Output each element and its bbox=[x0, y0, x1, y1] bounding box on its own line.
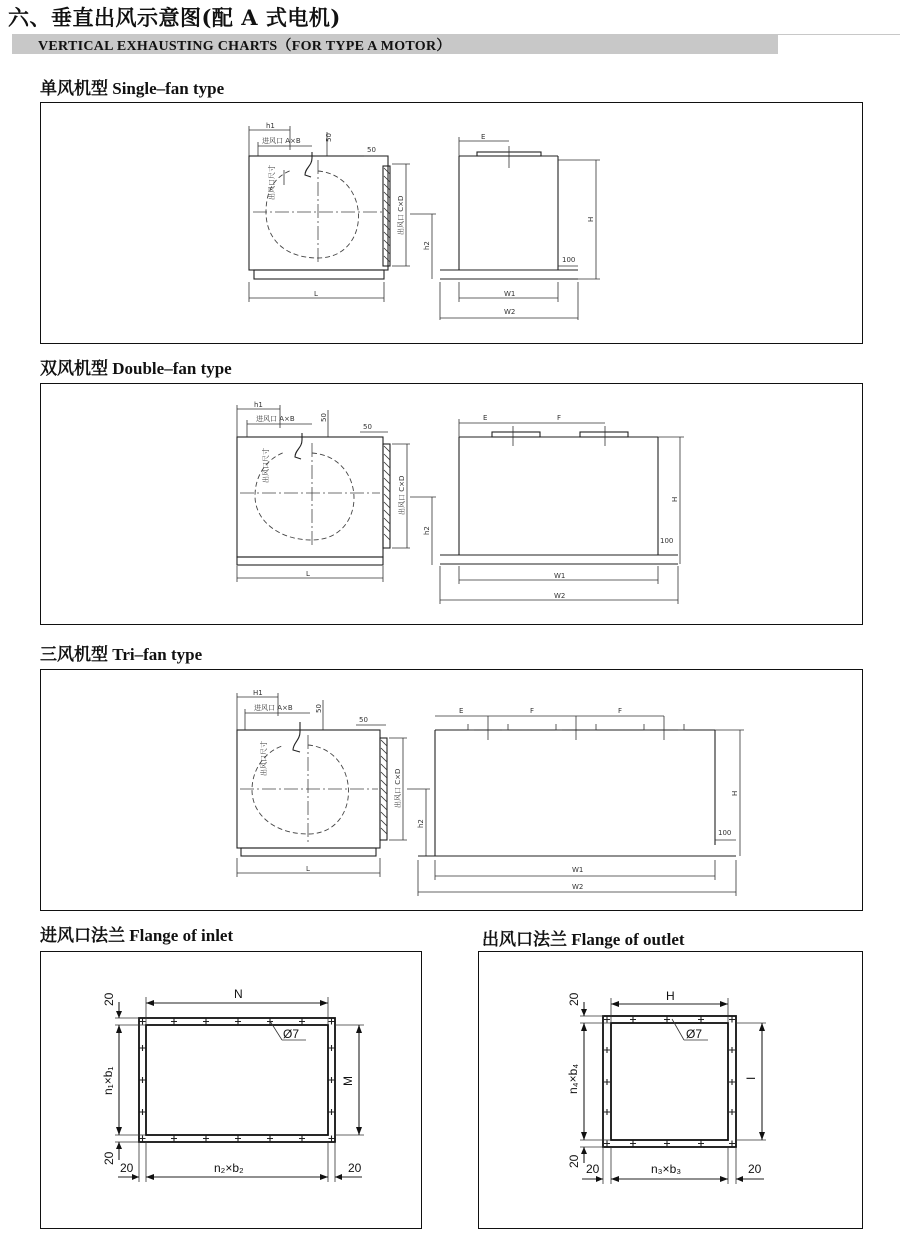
double-fan-title: 双风机型 Double–fan type bbox=[40, 359, 232, 378]
inlet-flange-outer bbox=[139, 1018, 335, 1142]
single-scroll bbox=[266, 170, 359, 258]
double-side-base bbox=[237, 557, 383, 565]
tri-50v-label: 50 bbox=[315, 704, 323, 713]
tri-F2-label: F bbox=[618, 707, 623, 715]
outlet-hole-label: Ø7 bbox=[686, 1027, 703, 1041]
double-L-label: L bbox=[306, 570, 310, 578]
outlet-width-label: H bbox=[666, 989, 675, 1003]
inlet-bottom-margin-label: 20 bbox=[102, 1151, 116, 1165]
single-outlet-label: 出风口 C×D bbox=[397, 195, 405, 235]
inlet-hole-label: Ø7 bbox=[283, 1027, 300, 1041]
outlet-bottom-margin-label: 20 bbox=[567, 1154, 581, 1168]
banner-text: VERTICAL EXHAUSTING CHARTS（FOR TYPE A MOTOR） bbox=[38, 39, 451, 54]
double-50h-label: 50 bbox=[363, 423, 372, 431]
double-H-label: H bbox=[671, 496, 679, 502]
double-W1-label: W1 bbox=[554, 572, 566, 580]
outlet-flange-drawing bbox=[566, 989, 766, 1184]
double-F-label: F bbox=[557, 414, 562, 422]
outlet-flange-outer bbox=[603, 1016, 736, 1147]
single-outlet-side-label: 出风口尺寸 bbox=[268, 165, 276, 200]
double-outlet-side-label: 出风口尺寸 bbox=[262, 448, 270, 483]
double-outlet-label: 出风口 C×D bbox=[398, 475, 406, 515]
single-100-label: 100 bbox=[562, 256, 576, 264]
double-inlet-label: 进风口 A×B bbox=[256, 415, 295, 423]
single-H-label: H bbox=[587, 216, 595, 222]
tri-h1-label: H1 bbox=[253, 689, 263, 697]
single-E-label: E bbox=[481, 133, 486, 141]
tri-H-label: H bbox=[731, 790, 739, 796]
outlet-flange-title: 出风口法兰 Flange of outlet bbox=[482, 930, 685, 949]
single-50h-label: 50 bbox=[367, 146, 376, 154]
tri-100-label: 100 bbox=[718, 829, 732, 837]
tri-outlet-label: 出风口 C×D bbox=[394, 768, 402, 808]
outlet-side-pitch-label: n₄×b₄ bbox=[566, 1063, 580, 1094]
tri-L-label: L bbox=[306, 865, 310, 873]
tri-outlet-hatch bbox=[381, 740, 387, 834]
single-W1-label: W1 bbox=[504, 290, 516, 298]
tri-W1-label: W1 bbox=[572, 866, 584, 874]
inlet-right-margin-label: 20 bbox=[348, 1161, 362, 1175]
single-50v-label: 50 bbox=[325, 133, 333, 142]
double-h1-label: h1 bbox=[254, 401, 263, 409]
single-h1-label: h1 bbox=[266, 122, 275, 130]
single-W2-label: W2 bbox=[504, 308, 516, 316]
inlet-flange-drawing bbox=[101, 987, 364, 1182]
inlet-top-margin-label: 20 bbox=[102, 992, 116, 1006]
single-outlet-hatch bbox=[384, 168, 390, 262]
tri-cutoff bbox=[293, 722, 300, 752]
tri-50h-label: 50 bbox=[359, 716, 368, 724]
inlet-bottom-pitch-label: n₂×b₂ bbox=[214, 1161, 244, 1175]
double-fan-drawing bbox=[237, 401, 684, 604]
single-inlet-label: 进风口 A×B bbox=[262, 137, 301, 145]
single-fan-drawing bbox=[249, 122, 600, 320]
double-E-label: E bbox=[483, 414, 488, 422]
tri-inlet-label: 进风口 A×B bbox=[254, 704, 293, 712]
inlet-flange-title: 进风口法兰 Flange of inlet bbox=[40, 926, 234, 945]
tri-fan-title: 三风机型 Tri–fan type bbox=[40, 645, 203, 664]
single-side-base bbox=[254, 270, 384, 279]
tri-W2-label: W2 bbox=[572, 883, 584, 891]
double-outlet-hatch bbox=[384, 446, 390, 540]
inlet-height-label: M bbox=[341, 1076, 355, 1086]
single-h2-label: h2 bbox=[423, 241, 431, 250]
page-title: 六、垂直出风示意图(配 A 式电机) bbox=[8, 5, 341, 30]
double-side-body bbox=[237, 437, 383, 557]
inlet-left-margin-label: 20 bbox=[120, 1161, 134, 1175]
outlet-flange-inner bbox=[611, 1023, 728, 1140]
double-100-label: 100 bbox=[660, 537, 674, 545]
inlet-side-pitch-label: n₁×b₁ bbox=[101, 1066, 115, 1095]
double-h2-label: h2 bbox=[423, 526, 431, 535]
inlet-flange-inner bbox=[146, 1025, 328, 1135]
tri-outlet-side-label: 出风口尺寸 bbox=[260, 741, 268, 776]
single-L-label: L bbox=[314, 290, 318, 298]
tri-h2-label: h2 bbox=[417, 819, 425, 828]
inlet-width-label: N bbox=[234, 987, 243, 1001]
tri-fan-drawing bbox=[237, 689, 744, 896]
tri-E-label: E bbox=[459, 707, 464, 715]
outlet-bottom-pitch-label: n₃×b₃ bbox=[651, 1162, 682, 1176]
double-50v-label: 50 bbox=[320, 413, 328, 422]
outlet-height-label: I bbox=[744, 1076, 758, 1080]
tri-F1-label: F bbox=[530, 707, 535, 715]
outlet-right-margin-label: 20 bbox=[748, 1162, 762, 1176]
single-fan-title: 单风机型 Single–fan type bbox=[40, 79, 225, 98]
outlet-top-margin-label: 20 bbox=[567, 992, 581, 1006]
tri-side-base bbox=[241, 848, 376, 856]
double-W2-label: W2 bbox=[554, 592, 566, 600]
outlet-left-margin-label: 20 bbox=[586, 1162, 600, 1176]
